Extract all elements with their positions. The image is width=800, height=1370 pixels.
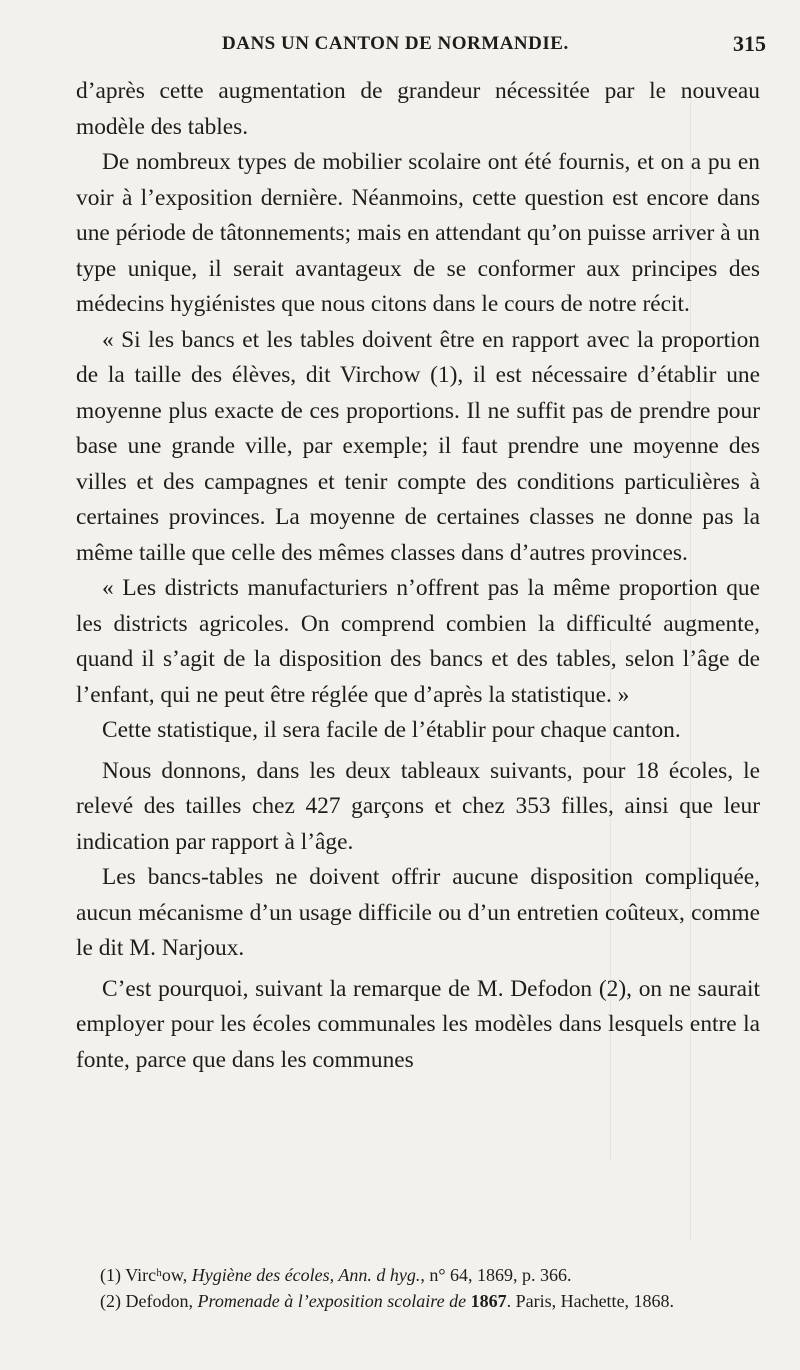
paragraph: Cette statistique, il sera facile de l’établir pour chaque canton. xyxy=(102,717,681,743)
footnotes xyxy=(76,1262,760,1314)
paragraph: d’après cette augmentation de grandeur nécessitée par le nouveau modèle des tables. xyxy=(76,78,760,140)
footnote-2 xyxy=(76,1288,760,1314)
footnote-rest: , n° 64, 1869, p. 366. xyxy=(420,1265,572,1285)
paragraph: Nous donnons, dans les deux tableaux suivants, pour 18 écoles, le relevé des tailles chez 427 garçons et chez 353 filles, ainsi que leur indication par rapport à l’âge. xyxy=(76,757,760,855)
footnote-mark: (1) xyxy=(100,1265,121,1285)
paragraph: C’est pourquoi, suivant la remarque de M. Defodon (2), on ne saurait employer pour les écoles communales les modèles dans lesquels entre la fonte, parce que dans les communes xyxy=(76,975,760,1073)
paragraph: Les bancs-tables ne doivent offrir aucune disposition compliquée, aucun mécanisme d’un usage difficile ou d’un entretien coûteux, comme le dit M. Narjoux. xyxy=(76,864,760,961)
paragraph: « Les districts manufacturiers n’offrent pas la même proportion que les districts agricoles. On comprend combien la difficulté augmente, quand il s’agit de la disposition des bancs et des tables, selon l’âge de l’enfant, qui ne peut être réglée que d’après la statistique. » xyxy=(76,575,760,708)
footnote-rest: . Paris, Hachette, 1868. xyxy=(506,1291,675,1311)
footnote-mark: (2) xyxy=(100,1291,121,1311)
footnote-author: Defodon, xyxy=(125,1291,193,1311)
body-text xyxy=(76,74,760,1078)
footnote-1: (1) Vircʰow, Hygiène des écoles, Ann. d hyg., n° 64, 1869, p. 366. xyxy=(100,1265,572,1285)
paragraph: De nombreux types de mobilier scolaire ont été fournis, et on a pu en voir à l’exposition dernière. Néanmoins, cette question est encore dans une période de tâtonnements; mais en attendant qu’on puisse arriver à un type unique, il serait avantageux de se conformer aux principes des médecins hygiénistes que nous citons dans le cours de notre récit. xyxy=(76,149,760,317)
running-title: DANS UN CANTON DE NORMANDIE. xyxy=(222,33,569,54)
paragraph: « Si les bancs et les tables doivent être en rapport avec la proportion de la taille des élèves, dit Virchow (1), il est nécessaire d’établir une moyenne plus exacte de ces proportions. Il ne suffit pas de prendre pour base une grande ville, par exemple; il faut prendre une moyenne des villes et des campagnes et tenir compte des conditions particulières à certaines provinces. La moyenne de certaines classes ne donne pas la même taille que celle des mêmes classes dans d’autres provinces. xyxy=(76,326,760,566)
footnote-year: 1867 xyxy=(470,1291,507,1311)
page-number: 315 xyxy=(733,31,766,56)
footnote-author: Virc xyxy=(125,1265,157,1285)
footnote-author-rest: ow, xyxy=(161,1265,188,1285)
page-header xyxy=(70,33,766,63)
footnote-title: Promenade à l’exposition scolaire de xyxy=(197,1291,467,1311)
footnote-title: Hygiène des écoles, Ann. d hyg. xyxy=(191,1265,421,1285)
